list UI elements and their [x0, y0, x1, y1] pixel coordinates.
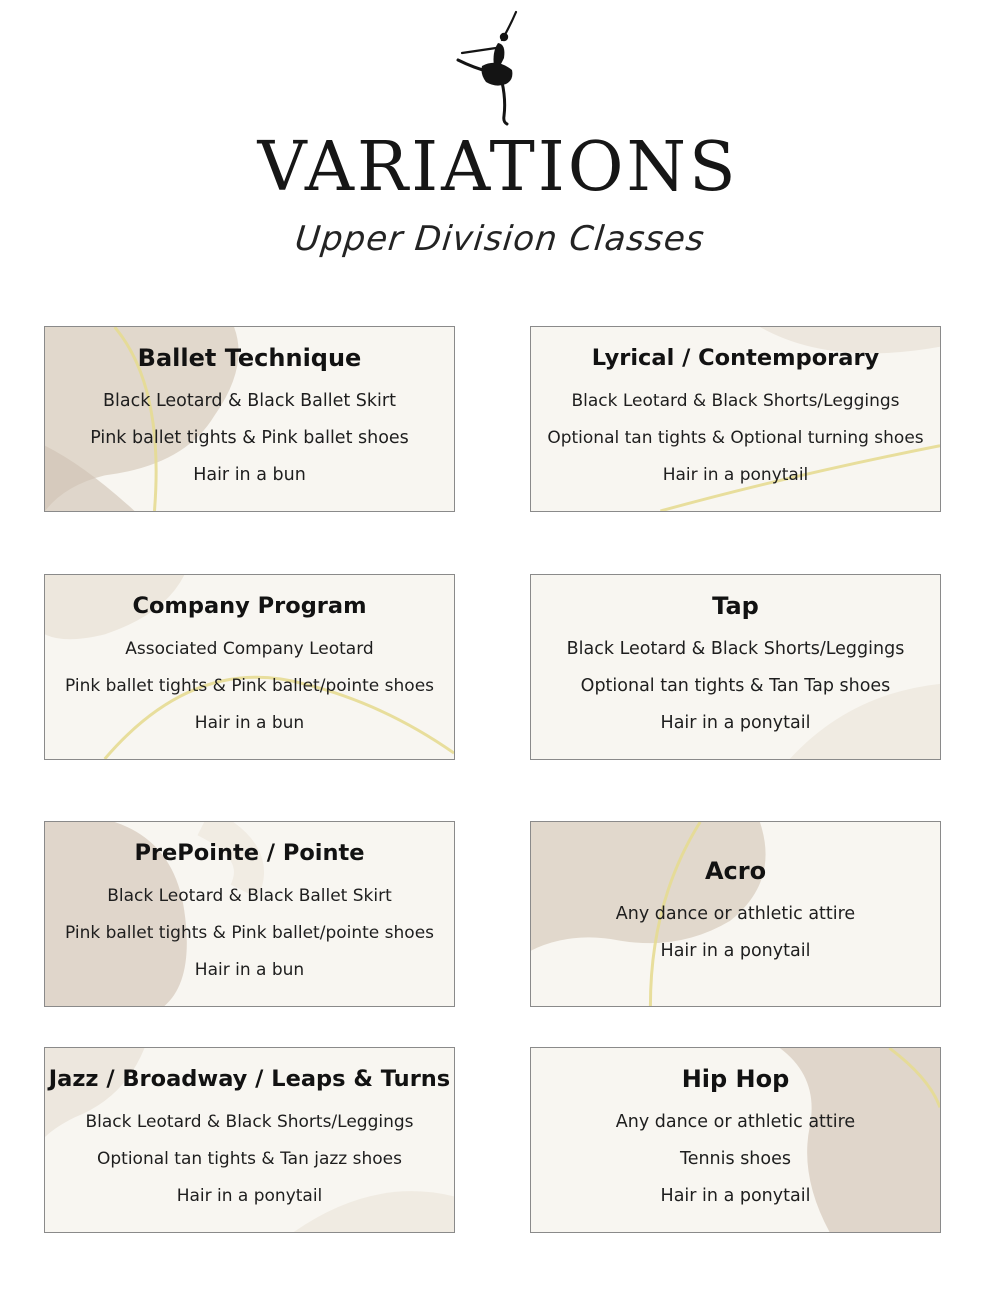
class-title: PrePointe / Pointe	[134, 839, 365, 866]
class-title: Tap	[712, 591, 759, 620]
class-card-jazz-broadway-leaps-turns	[44, 1047, 455, 1233]
attire-line: Hair in a ponytail	[662, 464, 809, 485]
class-card-company-program	[44, 574, 455, 760]
attire-line: Black Leotard & Black Shorts/Leggings	[571, 390, 900, 411]
class-title: Ballet Technique	[137, 343, 362, 372]
attire-line: Hair in a ponytail	[660, 1185, 811, 1206]
attire-line: Pink ballet tights & Pink ballet/pointe shoes	[64, 675, 435, 696]
class-title: Jazz / Broadway / Leaps & Turns	[48, 1065, 451, 1092]
class-card-hip-hop	[530, 1047, 941, 1233]
class-card-ballet-technique	[44, 326, 455, 512]
attire-line: Hair in a ponytail	[176, 1185, 323, 1206]
class-card-acro	[530, 821, 941, 1007]
class-title: Acro	[704, 857, 767, 885]
class-card-prepointe-pointe	[44, 821, 455, 1007]
attire-line: Any dance or athletic attire	[615, 904, 856, 924]
attire-line: Pink ballet tights & Pink ballet shoes	[90, 427, 409, 448]
attire-line: Black Leotard & Black Ballet Skirt	[107, 885, 392, 906]
brand-title: VARIATIONS	[257, 128, 739, 207]
attire-line: Any dance or athletic attire	[615, 1111, 856, 1132]
class-card-lyrical-contemporary	[530, 326, 941, 512]
attire-line: Hair in a bun	[194, 959, 305, 980]
class-title: Company Program	[132, 592, 367, 619]
attire-line: Associated Company Leotard	[125, 638, 374, 659]
attire-line: Hair in a ponytail	[660, 712, 811, 733]
attire-line: Black Leotard & Black Ballet Skirt	[103, 390, 396, 411]
attire-line: Tennis shoes	[679, 1148, 791, 1169]
class-title: Lyrical / Contemporary	[591, 344, 880, 371]
attire-line: Hair in a bun	[193, 464, 306, 485]
attire-line: Optional tan tights & Optional turning shoes	[547, 427, 924, 448]
page-subtitle: Upper Division Classes	[293, 219, 707, 259]
class-card-tap	[530, 574, 941, 760]
attire-line: Optional tan tights & Tan Tap shoes	[580, 675, 891, 696]
class-title: Hip Hop	[681, 1064, 790, 1093]
attire-line: Pink ballet tights & Pink ballet/pointe shoes	[64, 922, 435, 943]
attire-line: Hair in a ponytail	[660, 941, 811, 961]
ballerina-silhouette-icon	[452, 8, 522, 126]
attire-line: Optional tan tights & Tan jazz shoes	[97, 1148, 402, 1169]
attire-line: Hair in a bun	[194, 712, 305, 733]
attire-line: Black Leotard & Black Shorts/Leggings	[85, 1111, 414, 1132]
attire-line: Black Leotard & Black Shorts/Leggings	[566, 638, 905, 659]
